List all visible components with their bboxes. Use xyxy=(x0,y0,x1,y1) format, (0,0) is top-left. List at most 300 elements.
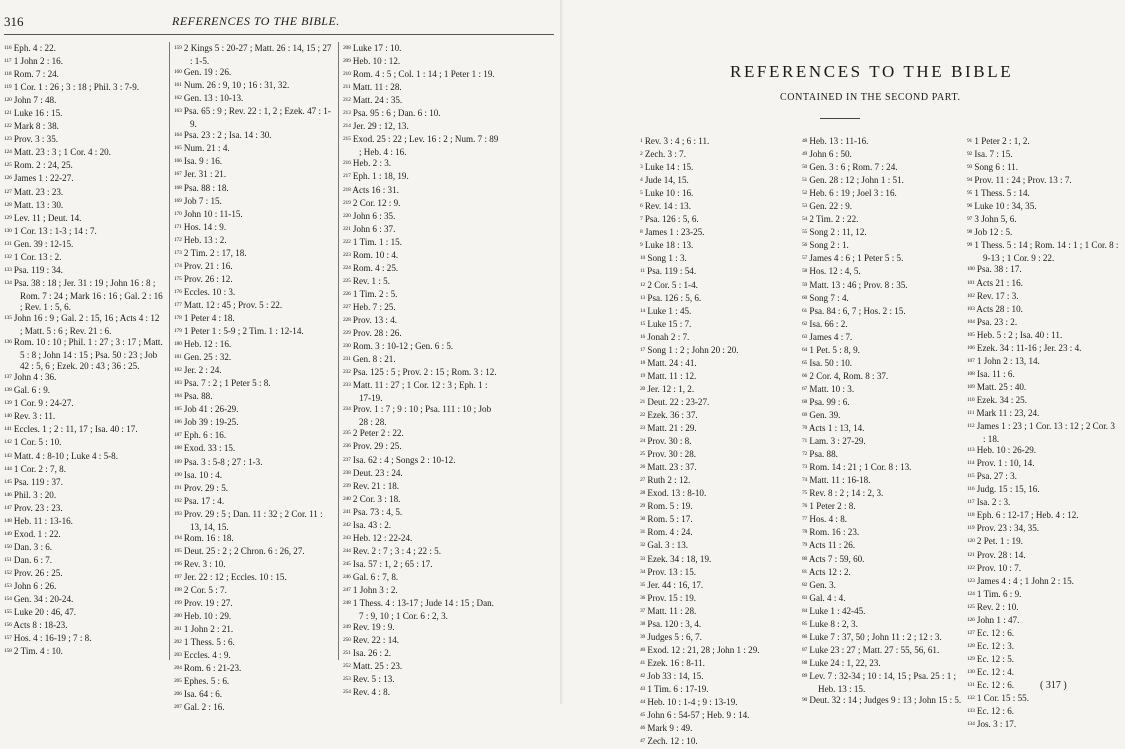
reference-entry xyxy=(802,567,964,580)
note-number: 229 xyxy=(343,330,351,337)
note-number: 155 xyxy=(4,609,12,616)
note-number: 92 xyxy=(967,151,973,158)
reference-entry xyxy=(640,423,800,436)
note-number: 165 xyxy=(174,145,182,152)
reference-entry xyxy=(967,510,1119,523)
reference-entry xyxy=(343,289,499,302)
reference-entry xyxy=(967,576,1119,589)
reference-entry xyxy=(174,156,334,169)
reference-entry xyxy=(343,687,499,700)
reference-entry xyxy=(640,527,800,540)
scripture-reference: Matt. 23 : 37. xyxy=(645,462,697,473)
note-number: 215 xyxy=(343,136,351,143)
note-number: 12 xyxy=(640,281,646,288)
scripture-reference: James 4 : 6 ; 1 Peter 5 : 5. xyxy=(807,253,904,264)
note-number: 106 xyxy=(967,344,975,351)
note-number: 251 xyxy=(343,650,351,657)
reference-entry xyxy=(967,330,1119,343)
scripture-reference: John 1 : 47. xyxy=(974,614,1020,625)
reference-entry xyxy=(343,198,499,211)
scripture-reference: Rom. 5 : 17. xyxy=(645,514,693,525)
scripture-reference: Luke 17 : 10. xyxy=(350,43,402,53)
note-number: 112 xyxy=(967,423,975,430)
note-number: 179 xyxy=(174,328,182,335)
reference-entry xyxy=(802,345,964,358)
scripture-reference: 1 Cor. 2 : 7, 8. xyxy=(11,463,66,474)
scripture-reference: Heb. 6 : 19 ; Joel 3 : 16. xyxy=(807,188,897,199)
note-number: 164 xyxy=(174,132,182,139)
reference-entry xyxy=(802,554,964,567)
reference-entry xyxy=(967,421,1119,445)
reference-entry xyxy=(802,632,964,645)
note-number: 143 xyxy=(4,452,12,459)
scripture-reference: Gen. 8 : 21. xyxy=(350,354,396,365)
note-number: 195 xyxy=(174,547,182,554)
reference-entry xyxy=(802,240,964,253)
note-number: 198 xyxy=(174,586,182,593)
note-number: 223 xyxy=(343,251,351,258)
reference-entry xyxy=(343,468,499,481)
scripture-reference: Rom. 10 : 4. xyxy=(350,249,399,260)
note-number: 95 xyxy=(967,190,973,197)
note-number: 162 xyxy=(174,95,182,102)
scripture-reference: James 1 : 23 ; 1 Cor. 13 : 12 ; 2 Cor. 3 : 18. xyxy=(974,421,1118,445)
note-number: 139 xyxy=(4,400,12,407)
reference-entry xyxy=(343,404,499,428)
scripture-reference: Rev. 21 : 18. xyxy=(350,480,400,491)
note-number: 1 xyxy=(640,138,643,144)
note-number: 24 xyxy=(640,438,646,445)
note-number: 66 xyxy=(802,372,808,379)
note-number: 22 xyxy=(640,411,646,418)
reference-entry xyxy=(640,175,800,188)
note-number: 47 xyxy=(640,738,646,745)
reference-entry xyxy=(174,287,334,300)
note-number: 100 xyxy=(967,266,975,273)
scripture-reference: Rev. 22 : 14. xyxy=(350,635,400,646)
scripture-reference: Song 1 : 2 ; John 20 : 20. xyxy=(645,344,739,355)
note-number: 78 xyxy=(802,529,808,536)
scripture-reference: Rev. 3 : 11. xyxy=(11,411,56,422)
reference-entry xyxy=(802,175,964,188)
note-number: 217 xyxy=(343,173,351,180)
scripture-reference: Phil. 3 : 20. xyxy=(11,489,57,500)
reference-entry xyxy=(343,507,499,520)
note-number: 227 xyxy=(343,303,351,310)
reference-entry xyxy=(343,56,499,69)
reference-entry xyxy=(967,719,1119,732)
reference-entry xyxy=(802,149,964,162)
reference-entry xyxy=(4,43,164,56)
note-number: 71 xyxy=(802,438,808,445)
reference-entry xyxy=(802,358,964,371)
scripture-reference: Rom. 10 : 10 ; Phil. 1 : 27 ; 3 : 17 ; Matt. 5 : 8 ; John 14 : 15 ; Psa. 50 : 23 ; Job 42 : 5, 6 ; Ezek. 20 : 43 ; 36 : 25. xyxy=(11,337,166,372)
scripture-reference: Jer. 31 : 21. xyxy=(181,169,227,180)
reference-entry xyxy=(967,615,1119,628)
reference-entry xyxy=(343,533,499,546)
reference-entry xyxy=(802,136,964,149)
reference-entry xyxy=(343,648,499,661)
scripture-reference: 1 Cor. 15 : 55. xyxy=(974,693,1029,704)
note-number: 141 xyxy=(4,426,12,433)
title-rule xyxy=(820,118,860,119)
scripture-reference: Psa. 88. xyxy=(181,391,213,402)
note-number: 123 xyxy=(4,136,12,143)
reference-entry xyxy=(802,645,964,658)
reference-entry xyxy=(4,147,164,160)
note-number: 34 xyxy=(640,568,646,575)
note-number: 160 xyxy=(174,69,182,76)
reference-entry xyxy=(640,214,800,227)
reference-entry xyxy=(640,632,800,645)
scripture-reference: 1 Thess. 4 : 13-17 ; Jude 14 : 15 ; Dan. 7 : 9, 10 ; 1 Cor. 6 : 2, 3. xyxy=(350,598,497,622)
reference-entry xyxy=(174,443,334,456)
scripture-reference: 1 Tim. 6 : 17-19. xyxy=(645,683,709,694)
scripture-reference: Prov. 29 : 5 ; Dan. 11 : 32 ; 2 Cor. 11 : 13, 14, 15. xyxy=(181,508,325,532)
scripture-reference: Gal. 2 : 16. xyxy=(181,702,225,713)
reference-entry xyxy=(640,658,800,671)
reference-entry xyxy=(174,80,334,93)
scripture-reference: Gen. 25 : 32. xyxy=(181,352,232,363)
reference-entry xyxy=(802,253,964,266)
note-number: 19 xyxy=(640,372,646,379)
note-number: 85 xyxy=(802,620,808,627)
note-number: 154 xyxy=(4,596,12,603)
reference-entry xyxy=(4,411,164,424)
reference-entry xyxy=(802,514,964,527)
scripture-reference: Rev. 4 : 8. xyxy=(350,687,390,698)
reference-entry xyxy=(4,607,164,620)
reference-entry xyxy=(174,313,334,326)
note-number: 13 xyxy=(640,294,646,301)
left-page xyxy=(0,0,562,713)
scripture-reference: 1 Pet. 5 : 8, 9. xyxy=(807,344,860,355)
reference-entry xyxy=(4,477,164,490)
reference-entry xyxy=(174,209,334,222)
scripture-reference: Luke 23 : 27 ; Matt. 27 : 55, 56, 61. xyxy=(807,644,940,655)
note-number: 152 xyxy=(4,569,12,576)
note-number: 197 xyxy=(174,573,182,580)
reference-entry xyxy=(174,509,334,533)
scripture-reference: Gen. 3 : 6 ; Rom. 7 : 24. xyxy=(807,162,898,173)
note-number: 79 xyxy=(802,542,808,549)
note-number: 239 xyxy=(343,482,351,489)
reference-column xyxy=(343,43,499,700)
note-number: 247 xyxy=(343,586,351,593)
scripture-reference: 1 Tim. 1 : 15. xyxy=(350,236,402,247)
scripture-reference: Acts 28 : 10. xyxy=(974,303,1023,314)
note-number: 190 xyxy=(174,471,182,478)
note-number: 120 xyxy=(967,538,975,545)
scripture-reference: Acts 8 : 18-23. xyxy=(11,620,68,631)
reference-entry xyxy=(640,619,800,632)
note-number: 39 xyxy=(640,633,646,640)
scripture-reference: Psa. 17 : 4. xyxy=(181,495,225,506)
scripture-reference: Prov. 11 : 24 ; Prov. 13 : 7. xyxy=(972,175,1072,186)
scripture-reference: Psa. 3 : 5-8 ; 27 : 1-3. xyxy=(181,456,263,467)
note-number: 134 xyxy=(967,721,975,728)
reference-entry xyxy=(640,358,800,371)
reference-entry xyxy=(967,214,1119,227)
note-number: 202 xyxy=(174,639,182,646)
note-number: 175 xyxy=(174,275,182,282)
reference-entry xyxy=(4,424,164,437)
scripture-reference: Acts 11 : 26. xyxy=(807,540,856,551)
reference-entry xyxy=(967,369,1119,382)
scripture-reference: 2 Pet. 1 : 19. xyxy=(974,536,1023,547)
scripture-reference: Eccles. 10 : 3. xyxy=(181,286,236,297)
reference-entry xyxy=(640,280,800,293)
reference-entry xyxy=(802,619,964,632)
reference-entry xyxy=(174,533,334,546)
note-number: 236 xyxy=(343,443,351,450)
reference-entry xyxy=(640,684,800,697)
note-number: 56 xyxy=(802,242,808,249)
note-number: 74 xyxy=(802,477,808,484)
reference-entry xyxy=(174,404,334,417)
note-number: 67 xyxy=(802,385,808,392)
reference-entry xyxy=(174,585,334,598)
scripture-reference: Isa. 26 : 2. xyxy=(350,648,392,659)
note-number: 180 xyxy=(174,341,182,348)
note-number: 116 xyxy=(967,486,975,493)
note-number: 21 xyxy=(640,398,646,405)
reference-entry xyxy=(640,332,800,345)
note-number: 63 xyxy=(802,333,808,340)
note-number: 6 xyxy=(640,203,643,210)
reference-entry xyxy=(174,235,334,248)
note-number: 50 xyxy=(802,164,808,171)
note-number: 188 xyxy=(174,445,182,452)
scripture-reference: James 4 : 4 ; 1 John 2 : 15. xyxy=(974,575,1074,586)
reference-entry xyxy=(4,265,164,278)
note-number: 237 xyxy=(343,456,351,463)
reference-entry xyxy=(4,134,164,147)
scripture-reference: Dan. 3 : 6. xyxy=(11,541,53,552)
reference-entry xyxy=(343,224,499,237)
note-number: 170 xyxy=(174,210,182,217)
note-number: 144 xyxy=(4,465,12,472)
reference-entry xyxy=(174,300,334,313)
scripture-reference: Isa. 9 : 16. xyxy=(181,156,223,167)
column-divider xyxy=(169,42,170,660)
reference-entry xyxy=(640,580,800,593)
reference-entry xyxy=(640,201,800,214)
reference-entry xyxy=(4,633,164,646)
reference-entry xyxy=(343,455,499,468)
reference-entry xyxy=(640,384,800,397)
scripture-reference: Exod. 33 : 15. xyxy=(181,443,236,454)
scripture-reference: Heb. 10 : 1-4 ; 9 : 13-19. xyxy=(645,697,738,708)
right-page xyxy=(562,0,1125,747)
note-number: 76 xyxy=(802,503,808,510)
scripture-reference: Heb. 12 : 16. xyxy=(181,339,232,350)
note-number: 138 xyxy=(4,387,12,394)
note-number: 77 xyxy=(802,516,808,523)
note-number: 59 xyxy=(802,281,808,288)
note-number: 172 xyxy=(174,236,182,243)
scripture-reference: Luke 10 : 16. xyxy=(642,188,694,199)
reference-entry xyxy=(967,628,1119,641)
reference-entry xyxy=(343,263,499,276)
reference-entry xyxy=(4,187,164,200)
note-number: 61 xyxy=(802,307,808,314)
reference-entry xyxy=(640,736,800,749)
note-number: 254 xyxy=(343,689,351,696)
scripture-reference: Psa. 119 : 37. xyxy=(11,476,63,487)
reference-entry xyxy=(343,315,499,328)
reference-entry xyxy=(802,384,964,397)
reference-entry xyxy=(802,162,964,175)
reference-entry xyxy=(4,226,164,239)
note-number: 145 xyxy=(4,478,12,485)
scripture-reference: James 1 : 23-25. xyxy=(642,227,705,238)
note-number: 118 xyxy=(4,71,12,78)
scripture-reference: Song 7 : 4. xyxy=(807,292,849,303)
note-number: 156 xyxy=(4,622,12,629)
scripture-reference: 2 Cor. 5 : 7. xyxy=(181,584,227,595)
note-number: 122 xyxy=(4,123,12,130)
scripture-reference: Gal. 6 : 9. xyxy=(11,385,51,396)
scripture-reference: John 6 : 26. xyxy=(11,580,57,591)
reference-entry xyxy=(343,250,499,263)
reference-entry xyxy=(174,43,334,67)
scripture-reference: Gal. 3 : 13. xyxy=(645,540,689,551)
scripture-reference: Eccles. 1 ; 2 : 11, 17 ; Isa. 40 : 17. xyxy=(11,424,138,435)
scripture-reference: Heb. 10 : 26-29. xyxy=(974,445,1037,456)
scripture-reference: Heb. 12 : 22-24. xyxy=(350,532,413,543)
scripture-reference: Lam. 3 : 27-29. xyxy=(807,436,866,447)
scripture-reference: Gen. 34 : 20-24. xyxy=(11,594,74,605)
note-number: 246 xyxy=(343,573,351,580)
note-number: 69 xyxy=(802,411,808,418)
reference-entry xyxy=(4,581,164,594)
reference-entry xyxy=(802,540,964,553)
scripture-reference: John 6 : 50. xyxy=(807,149,852,160)
scripture-reference: Luke 1 : 42-45. xyxy=(807,605,866,616)
note-number: 176 xyxy=(174,288,182,295)
note-number: 249 xyxy=(343,624,351,631)
note-number: 20 xyxy=(640,385,646,392)
reference-entry xyxy=(4,542,164,555)
note-number: 68 xyxy=(802,398,808,405)
reference-entry xyxy=(174,261,334,274)
reference-entry xyxy=(343,428,499,441)
scripture-reference: Jer. 12 : 1, 2. xyxy=(645,383,695,394)
reference-entry xyxy=(4,200,164,213)
reference-entry xyxy=(802,188,964,201)
reference-entry xyxy=(802,397,964,410)
note-number: 17 xyxy=(640,346,646,353)
reference-entry xyxy=(343,185,499,198)
scripture-reference: 1 Cor. 5 : 10. xyxy=(11,437,62,448)
note-number: 226 xyxy=(343,290,351,297)
note-number: 109 xyxy=(967,383,975,390)
scripture-reference: Prov. 23 : 34, 35. xyxy=(974,523,1040,534)
scripture-reference: Psa. 95 : 6 ; Dan. 6 : 10. xyxy=(350,108,441,119)
reference-entry xyxy=(802,658,964,671)
scripture-reference: Exod. 13 : 8-10. xyxy=(645,488,707,499)
scripture-reference: Acts 1 : 13, 14. xyxy=(807,423,865,434)
reference-entry xyxy=(640,540,800,553)
reference-entry xyxy=(640,449,800,462)
scripture-reference: John 7 : 48. xyxy=(11,95,57,106)
note-number: 177 xyxy=(174,301,182,308)
scripture-reference: 2 Cor. 5 : 1-4. xyxy=(645,279,698,290)
reference-entry xyxy=(343,520,499,533)
reference-entry xyxy=(174,248,334,261)
scripture-reference: Gen. 3. xyxy=(807,579,836,590)
reference-entry xyxy=(967,602,1119,615)
reference-entry xyxy=(343,69,499,82)
scripture-reference: Heb. 11 : 13-16. xyxy=(11,515,73,526)
scripture-reference: Isa. 11 : 6. xyxy=(974,368,1015,379)
note-number: 119 xyxy=(4,84,12,91)
scripture-reference: Jer. 29 : 12, 13. xyxy=(350,121,409,132)
reference-entry xyxy=(174,143,334,156)
scripture-reference: Ezek. 34 : 25. xyxy=(974,394,1027,405)
scripture-reference: Prov. 26 : 12. xyxy=(181,273,233,284)
scripture-reference: Rom. 7 : 24. xyxy=(11,69,59,80)
scripture-reference: 2 Tim. 4 : 10. xyxy=(11,646,63,657)
reference-entry xyxy=(174,483,334,496)
note-number: 218 xyxy=(343,186,351,193)
scripture-reference: Matt. 23 : 23. xyxy=(11,186,64,197)
scripture-reference: Prov. 30 : 28. xyxy=(645,449,697,460)
scripture-reference: Psa. 7 : 2 ; 1 Peter 5 : 8. xyxy=(181,378,271,389)
scripture-reference: Matt. 11 : 12. xyxy=(645,370,697,381)
scripture-reference: 1 Thess. 5 : 14 ; Rom. 14 : 1 ; 1 Cor. 8 : 9-13 ; 1 Cor. 9 : 22. xyxy=(972,240,1121,264)
scripture-reference: Isa. 2 : 3. xyxy=(974,497,1011,508)
reference-entry xyxy=(343,622,499,635)
scripture-reference: Psa. 88. xyxy=(807,449,838,460)
scripture-reference: Prov. 1 : 10, 14. xyxy=(974,458,1035,469)
note-number: 41 xyxy=(640,659,646,666)
page-number: ( 317 ) xyxy=(1040,680,1067,691)
scripture-reference: Heb. 10 : 12. xyxy=(350,56,401,67)
scripture-reference: Jude 14, 15. xyxy=(642,175,689,186)
note-number: 96 xyxy=(967,203,973,210)
reference-entry xyxy=(640,488,800,501)
note-number: 131 xyxy=(967,681,975,688)
note-number: 123 xyxy=(967,577,975,584)
scripture-reference: Rom. 16 : 23. xyxy=(807,527,860,538)
scripture-reference: Zech. 3 : 7. xyxy=(642,149,686,160)
note-number: 250 xyxy=(343,637,351,644)
scripture-reference: Dan. 6 : 7. xyxy=(11,554,53,565)
note-number: 53 xyxy=(802,203,808,210)
scripture-reference: Matt. 12 : 45 ; Prov. 5 : 22. xyxy=(181,299,283,310)
scripture-reference: Isa. 64 : 6. xyxy=(181,689,223,700)
note-number: 216 xyxy=(343,160,351,167)
scripture-reference: 1 Thess. 5 : 6. xyxy=(181,637,235,648)
scripture-reference: Gen. 39. xyxy=(807,409,841,420)
note-number: 40 xyxy=(640,646,646,653)
note-number: 187 xyxy=(174,432,182,439)
scripture-reference: Gen. 19 : 26. xyxy=(181,67,232,78)
reference-entry xyxy=(4,313,164,337)
reference-entry xyxy=(174,496,334,509)
scripture-reference: Matt. 11 : 27 ; 1 Cor. 12 : 3 ; Eph. 1 : 17-19. xyxy=(350,380,490,404)
reference-entry xyxy=(4,490,164,503)
note-number: 137 xyxy=(4,374,12,381)
note-number: 124 xyxy=(967,590,975,597)
note-number: 48 xyxy=(802,138,808,144)
note-number: 5 xyxy=(640,190,643,197)
reference-entry xyxy=(4,437,164,450)
scripture-reference: John 10 : 11-15. xyxy=(181,208,243,219)
reference-entry xyxy=(802,280,964,293)
